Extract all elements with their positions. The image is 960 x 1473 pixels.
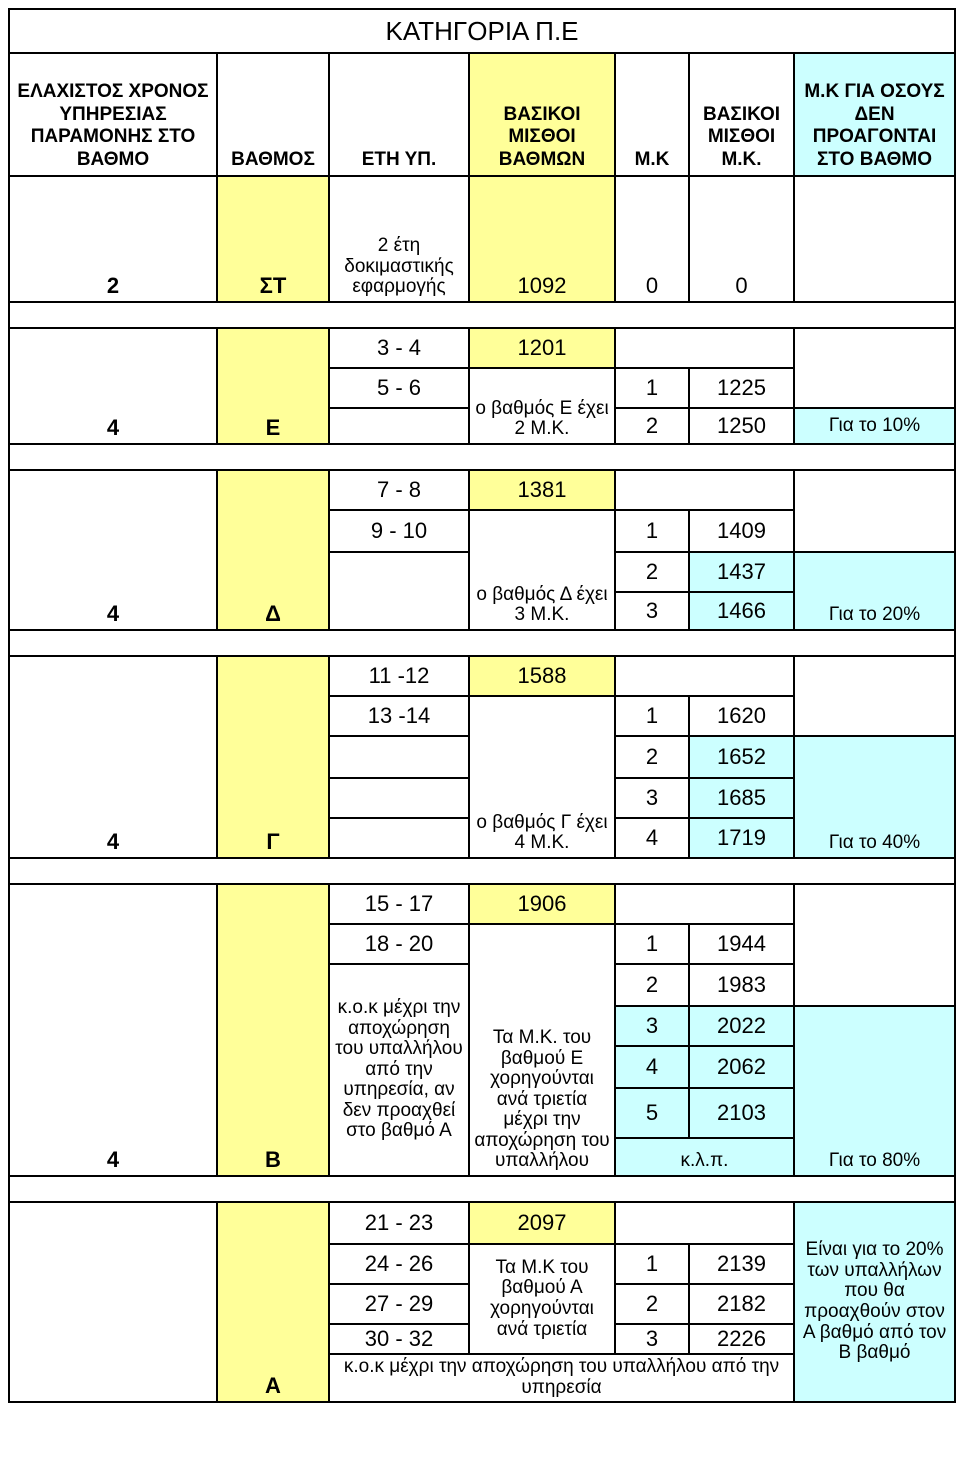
g-salary: 1588 [469, 656, 615, 696]
a-mk-3: 3 [615, 1324, 689, 1354]
b-mk-4: 4 [615, 1046, 689, 1088]
d-years-empty [329, 552, 469, 630]
a-mk-2: 2 [615, 1284, 689, 1324]
e-years-empty [329, 408, 469, 444]
g-years-empty-2 [329, 778, 469, 818]
b-pct: Για το 80% [794, 1006, 955, 1176]
d-mk-2: 2 [615, 552, 689, 592]
e-grade: Ε [217, 328, 329, 444]
e-pct-empty [794, 328, 955, 408]
b-mk-1: 1 [615, 924, 689, 964]
a-salary: 2097 [469, 1202, 615, 1244]
g-mk-salary-2: 1652 [689, 736, 794, 778]
b-mk-salary-3: 2022 [689, 1006, 794, 1046]
a-note: Τα Μ.Κ του βαθμού Α χορηγούνται ανά τριετία [469, 1244, 615, 1354]
d-pct: Για το 20% [794, 552, 955, 630]
a-pct: Είναι για το 20% των υπαλλήλων που θα προαχθούν στον Α βαθμό από τον Β βαθμό [794, 1202, 955, 1402]
b-mk-5: 5 [615, 1088, 689, 1138]
g-mk-3: 3 [615, 778, 689, 818]
b-mk-salary-2: 1983 [689, 964, 794, 1006]
salary-table [8, 8, 956, 1403]
table-title: ΚΑΤΗΓΟΡΙΑ Π.Ε [9, 9, 955, 53]
st-grade: ΣΤ [217, 176, 329, 302]
a-years-2: 24 - 26 [329, 1244, 469, 1284]
gap-row [9, 858, 955, 884]
d-mk-empty [615, 470, 794, 510]
d-min-time: 4 [9, 470, 217, 630]
header-grade: ΒΑΘΜΟΣ [217, 53, 329, 176]
gap-row [9, 444, 955, 470]
e-mk-salary-2: 1250 [689, 408, 794, 444]
gap-row [9, 302, 955, 328]
e-mk-1: 1 [615, 368, 689, 408]
e-mk-salary-1: 1225 [689, 368, 794, 408]
g-pct-empty [794, 656, 955, 736]
d-mk-3: 3 [615, 592, 689, 630]
b-pct-empty [794, 884, 955, 1006]
a-mk-salary-2: 2182 [689, 1284, 794, 1324]
a-mk-salary-3: 2226 [689, 1324, 794, 1354]
g-mk-1: 1 [615, 696, 689, 736]
gap-row [9, 1176, 955, 1202]
header-mk-salary: ΒΑΣΙΚΟΙ ΜΙΣΘΟΙ Μ.Κ. [689, 53, 794, 176]
d-pct-empty [794, 470, 955, 552]
g-mk-salary-3: 1685 [689, 778, 794, 818]
g-pct: Για το 40% [794, 736, 955, 858]
e-years-1: 3 - 4 [329, 328, 469, 368]
g-years-empty-3 [329, 818, 469, 858]
d-grade: Δ [217, 470, 329, 630]
d-salary: 1381 [469, 470, 615, 510]
st-years: 2 έτη δοκιμαστικής εφαρμογής [329, 176, 469, 302]
d-mk-salary-1: 1409 [689, 510, 794, 552]
d-years-1: 7 - 8 [329, 470, 469, 510]
d-mk-salary-2: 1437 [689, 552, 794, 592]
st-salary: 1092 [469, 176, 615, 302]
b-min-time: 4 [9, 884, 217, 1176]
b-grade: Β [217, 884, 329, 1176]
g-mk-empty [615, 656, 794, 696]
e-min-time: 4 [9, 328, 217, 444]
g-years-empty-1 [329, 736, 469, 778]
g-mk-4: 4 [615, 818, 689, 858]
gap-row [9, 630, 955, 656]
a-mk-salary-1: 2139 [689, 1244, 794, 1284]
e-years-2: 5 - 6 [329, 368, 469, 408]
a-footer: κ.ο.κ μέχρι την αποχώρηση του υπαλλήλου από την υπηρεσία [329, 1354, 794, 1402]
d-mk-salary-3: 1466 [689, 592, 794, 630]
b-mk-salary-1: 1944 [689, 924, 794, 964]
a-years-3: 27 - 29 [329, 1284, 469, 1324]
header-mk: Μ.Κ [615, 53, 689, 176]
header-min-time: ΕΛΑΧΙΣΤΟΣ ΧΡΟΝΟΣ ΥΠΗΡΕΣΙΑΣ ΠΑΡΑΜΟΝΗΣ ΣΤΟ ΒΑΘΜΟ [9, 53, 217, 176]
g-note: ο βαθμός Γ έχει 4 Μ.Κ. [469, 696, 615, 858]
e-note: ο βαθμός Ε έχει 2 Μ.Κ. [469, 368, 615, 444]
a-min-time [9, 1202, 217, 1402]
a-years-4: 30 - 32 [329, 1324, 469, 1354]
g-min-time: 4 [9, 656, 217, 858]
g-years-2: 13 -14 [329, 696, 469, 736]
g-grade: Γ [217, 656, 329, 858]
b-mk-salary-4: 2062 [689, 1046, 794, 1088]
b-note: Τα Μ.Κ. του βαθμού Ε χορηγούνται ανά τριετία μέχρι την αποχώρηση του υπαλλήλου [469, 924, 615, 1176]
e-mk-2: 2 [615, 408, 689, 444]
header-base-salary: ΒΑΣΙΚΟΙ ΜΙΣΘΟΙ ΒΑΘΜΩΝ [469, 53, 615, 176]
a-years-1: 21 - 23 [329, 1202, 469, 1244]
g-mk-salary-1: 1620 [689, 696, 794, 736]
e-mk-empty [615, 328, 794, 368]
g-mk-2: 2 [615, 736, 689, 778]
header-mk-not-promoted: Μ.Κ ΓΙΑ ΟΣΟΥΣ ΔΕΝ ΠΡΟΑΓΟΝΤΑΙ ΣΤΟ ΒΑΘΜΟ [794, 53, 955, 176]
b-mk-2: 2 [615, 964, 689, 1006]
d-mk-1: 1 [615, 510, 689, 552]
a-grade: Α [217, 1202, 329, 1402]
b-mk-empty [615, 884, 794, 924]
header-years: ΕΤΗ ΥΠ. [329, 53, 469, 176]
b-years-1: 15 - 17 [329, 884, 469, 924]
g-years-1: 11 -12 [329, 656, 469, 696]
g-mk-salary-4: 1719 [689, 818, 794, 858]
a-mk-1: 1 [615, 1244, 689, 1284]
st-min-time: 2 [9, 176, 217, 302]
b-mk-salary-5: 2103 [689, 1088, 794, 1138]
st-mk: 0 [615, 176, 689, 302]
st-pct [794, 176, 955, 302]
a-mk-empty [615, 1202, 794, 1244]
d-years-2: 9 - 10 [329, 510, 469, 552]
b-years-2: 18 - 20 [329, 924, 469, 964]
b-mk-3: 3 [615, 1006, 689, 1046]
e-salary: 1201 [469, 328, 615, 368]
b-years-note: κ.ο.κ μέχρι την αποχώρηση του υπαλλήλου από την υπηρεσία, αν δεν προαχθεί στο βαθμό Α [329, 964, 469, 1176]
b-salary: 1906 [469, 884, 615, 924]
st-mk-salary: 0 [689, 176, 794, 302]
b-etc: κ.λ.π. [615, 1138, 794, 1176]
d-note: ο βαθμός Δ έχει 3 Μ.Κ. [469, 510, 615, 630]
e-pct: Για το 10% [794, 408, 955, 444]
